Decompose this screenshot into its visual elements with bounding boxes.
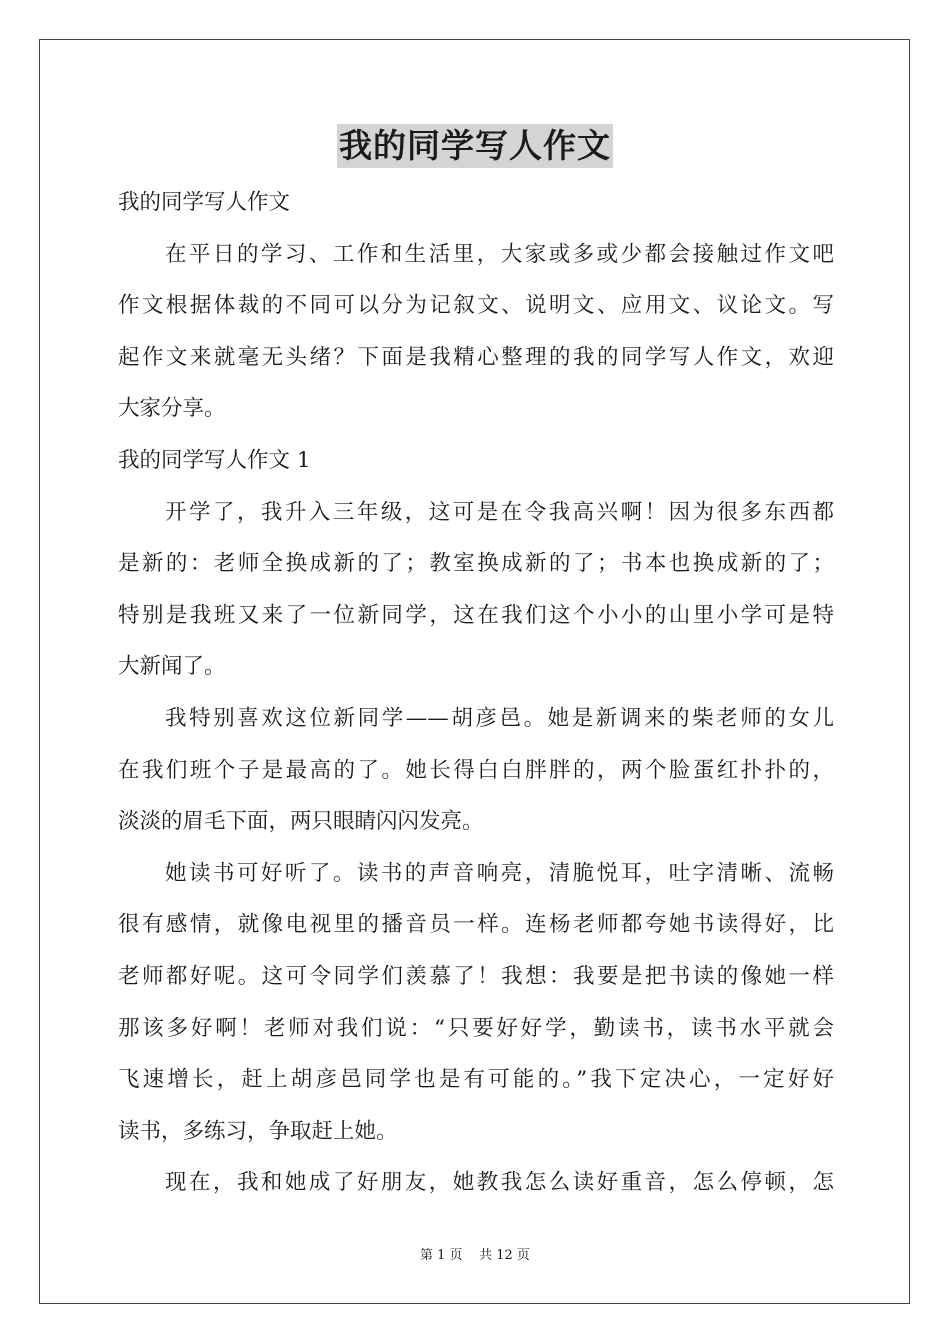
paragraph-line: 特别是我班又来了一位新同学，这在我们这个小小的山里小学可是特 [118, 602, 834, 628]
title-area [0, 124, 950, 168]
page-number: 第 1 页 [420, 1248, 463, 1263]
paragraph-line: 在我们班个子是最高的了。她长得白白胖胖的，两个脸蛋红扑扑的， [118, 757, 834, 783]
paragraph-line: 现在，我和她成了好朋友，她教我怎么读好重音，怎么停顿，怎 [165, 1170, 834, 1196]
paragraph-line: 读书，多练习，争取赶上她。 [118, 1118, 398, 1144]
paragraph-line: 作文根据体裁的不同可以分为记叙文、说明文、应用文、议论文。写 [118, 293, 834, 319]
paragraph-line: 起作文来就毫无头绪？下面是我精心整理的我的同学写人作文，欢迎 [118, 344, 834, 370]
paragraph-line: 淡淡的眉毛下面，两只眼睛闪闪发亮。 [118, 809, 484, 835]
paragraph-line: 老师都好呢。这可令同学们羡慕了！我想：我要是把书读的像她一样 [118, 963, 834, 989]
paragraph-line: 很有感情，就像电视里的播音员一样。连杨老师都夸她书读得好，比 [118, 912, 834, 938]
paragraph-line: 她读书可好听了。读书的声音响亮，清脆悦耳，吐字清晰、流畅 [165, 860, 834, 886]
paragraph-line: 是新的：老师全换成新的了；教室换成新的了；书本也换成新的了； [118, 551, 834, 577]
paragraph-line: 那该多好啊！老师对我们说：“只要好好学，勤读书，读书水平就会 [118, 1015, 834, 1041]
paragraph-line: 大新闻了。 [118, 654, 226, 680]
document-subtitle: 我的同学写人作文 [118, 190, 291, 215]
document-body [118, 177, 834, 1209]
document-title: 我的同学写人作文 [337, 124, 613, 168]
page-footer [0, 1247, 950, 1265]
paragraph-line: 我特别喜欢这位新同学——胡彦邑。她是新调来的柴老师的女儿 [165, 705, 834, 731]
section-heading: 我的同学写人作文 1 [118, 447, 311, 473]
page-total: 共 12 页 [479, 1248, 530, 1263]
paragraph-line: 大家分享。 [118, 396, 226, 422]
paragraph-line: 开学了，我升入三年级，这可是在令我高兴啊！因为很多东西都 [165, 499, 834, 525]
paragraph-line: 飞速增长，赶上胡彦邑同学也是有可能的。”我下定决心，一定好好 [118, 1067, 834, 1093]
paragraph-line: 在平日的学习、工作和生活里，大家或多或少都会接触过作文吧 [165, 241, 834, 267]
